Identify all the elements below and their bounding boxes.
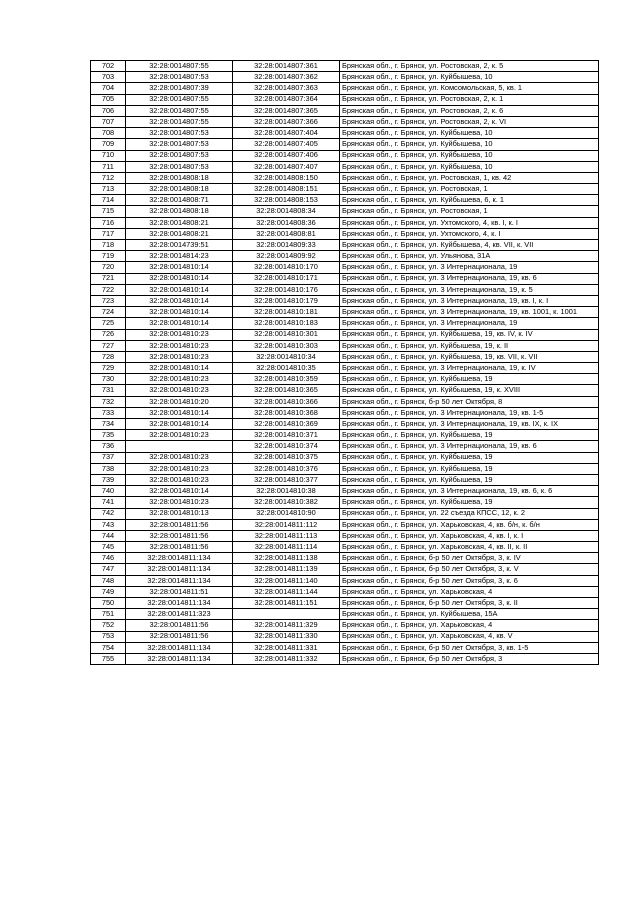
row-number-cell: 722 bbox=[91, 284, 126, 295]
row-number-cell: 755 bbox=[91, 653, 126, 664]
land-cadastral-number-cell: 32:28:0014807:53 bbox=[126, 128, 233, 139]
object-cadastral-number-cell: 32:28:0014810:377 bbox=[233, 474, 340, 485]
table-row bbox=[91, 94, 599, 105]
address-cell: Брянская обл., г. Брянск, ул. 3 Интернационала, 19, кв. 6 bbox=[340, 441, 599, 452]
table-row bbox=[91, 184, 599, 195]
row-number-cell: 706 bbox=[91, 105, 126, 116]
row-number-cell: 753 bbox=[91, 631, 126, 642]
address-cell: Брянская обл., г. Брянск, ул. Куйбышева, 19 bbox=[340, 430, 599, 441]
object-cadastral-number-cell: 32:28:0014807:363 bbox=[233, 83, 340, 94]
row-number-cell: 748 bbox=[91, 575, 126, 586]
table-row bbox=[91, 161, 599, 172]
land-cadastral-number-cell: 32:28:0014807:53 bbox=[126, 161, 233, 172]
table-row bbox=[91, 307, 599, 318]
table-row bbox=[91, 553, 599, 564]
object-cadastral-number-cell: 32:28:0014810:359 bbox=[233, 374, 340, 385]
address-cell: Брянская обл., г. Брянск, ул. 3 Интернационала, 19, кв. I, к. I bbox=[340, 295, 599, 306]
land-cadastral-number-cell: 32:28:0014811:56 bbox=[126, 519, 233, 530]
row-number-cell: 740 bbox=[91, 486, 126, 497]
table-row bbox=[91, 318, 599, 329]
land-cadastral-number-cell: 32:28:0014810:14 bbox=[126, 407, 233, 418]
row-number-cell: 728 bbox=[91, 351, 126, 362]
object-cadastral-number-cell: 32:28:0014811:112 bbox=[233, 519, 340, 530]
land-cadastral-number-cell: 32:28:0014811:323 bbox=[126, 609, 233, 620]
address-cell: Брянская обл., г. Брянск, ул. Ульянова, 31А bbox=[340, 251, 599, 262]
row-number-cell: 724 bbox=[91, 307, 126, 318]
land-cadastral-number-cell: 32:28:0014807:53 bbox=[126, 139, 233, 150]
land-cadastral-number-cell: 32:28:0014810:13 bbox=[126, 508, 233, 519]
row-number-cell: 709 bbox=[91, 139, 126, 150]
address-cell: Брянская обл., г. Брянск, ул. Ухтомского, 4, к. I bbox=[340, 228, 599, 239]
address-cell: Брянская обл., г. Брянск, ул. 3 Интернационала, 19, кв. IX, к. IX bbox=[340, 419, 599, 430]
address-cell: Брянская обл., г. Брянск, ул. Харьковская, 4 bbox=[340, 620, 599, 631]
row-number-cell: 750 bbox=[91, 598, 126, 609]
object-cadastral-number-cell: 32:28:0014807:361 bbox=[233, 61, 340, 72]
land-cadastral-number-cell: 32:28:0014811:134 bbox=[126, 598, 233, 609]
object-cadastral-number-cell: 32:28:0014808:36 bbox=[233, 217, 340, 228]
object-cadastral-number-cell: 32:28:0014808:151 bbox=[233, 184, 340, 195]
row-number-cell: 739 bbox=[91, 474, 126, 485]
object-cadastral-number-cell: 32:28:0014811:329 bbox=[233, 620, 340, 631]
object-cadastral-number-cell: 32:28:0014811:114 bbox=[233, 542, 340, 553]
object-cadastral-number-cell: 32:28:0014807:364 bbox=[233, 94, 340, 105]
row-number-cell: 719 bbox=[91, 251, 126, 262]
object-cadastral-number-cell: 32:28:0014810:179 bbox=[233, 295, 340, 306]
row-number-cell: 747 bbox=[91, 564, 126, 575]
address-cell: Брянская обл., г. Брянск, ул. Харьковская, 4, кв. V bbox=[340, 631, 599, 642]
land-cadastral-number-cell: 32:28:0014811:56 bbox=[126, 620, 233, 631]
row-number-cell: 732 bbox=[91, 396, 126, 407]
land-cadastral-number-cell: 32:28:0014811:134 bbox=[126, 653, 233, 664]
address-cell: Брянская обл., г. Брянск, ул. Ростовская, 1 bbox=[340, 184, 599, 195]
row-number-cell: 708 bbox=[91, 128, 126, 139]
table-row bbox=[91, 128, 599, 139]
address-cell: Брянская обл., г. Брянск, ул. Харьковская, 4, кв. б/н, к. б/н bbox=[340, 519, 599, 530]
address-cell: Брянская обл., г. Брянск, б-р 50 лет Октября, 3 bbox=[340, 653, 599, 664]
land-cadastral-number-cell: 32:28:0014810:14 bbox=[126, 273, 233, 284]
object-cadastral-number-cell: 32:28:0014808:34 bbox=[233, 206, 340, 217]
object-cadastral-number-cell: 32:28:0014807:404 bbox=[233, 128, 340, 139]
address-cell: Брянская обл., г. Брянск, ул. Куйбышева, 10 bbox=[340, 139, 599, 150]
address-cell: Брянская обл., г. Брянск, ул. Куйбышева, 19 bbox=[340, 497, 599, 508]
table-row bbox=[91, 385, 599, 396]
row-number-cell: 702 bbox=[91, 61, 126, 72]
row-number-cell: 713 bbox=[91, 184, 126, 195]
table-row bbox=[91, 61, 599, 72]
object-cadastral-number-cell: 32:28:0014810:183 bbox=[233, 318, 340, 329]
row-number-cell: 745 bbox=[91, 542, 126, 553]
table-row bbox=[91, 452, 599, 463]
address-cell: Брянская обл., г. Брянск, ул. 3 Интернационала, 19, кв. 1-5 bbox=[340, 407, 599, 418]
object-cadastral-number-cell: 32:28:0014807:407 bbox=[233, 161, 340, 172]
address-cell: Брянская обл., г. Брянск, ул. Куйбышева, 19, кв. IV, к. IV bbox=[340, 329, 599, 340]
table-row bbox=[91, 497, 599, 508]
row-number-cell: 752 bbox=[91, 620, 126, 631]
land-cadastral-number-cell: 32:28:0014808:18 bbox=[126, 172, 233, 183]
land-cadastral-number-cell: 32:28:0014810:23 bbox=[126, 463, 233, 474]
row-number-cell: 707 bbox=[91, 116, 126, 127]
table-row bbox=[91, 351, 599, 362]
address-cell: Брянская обл., г. Брянск, ул. Куйбышева, 10 bbox=[340, 150, 599, 161]
registry-table-page bbox=[90, 60, 598, 665]
land-cadastral-number-cell: 32:28:0014814:23 bbox=[126, 251, 233, 262]
address-cell: Брянская обл., г. Брянск, б-р 50 лет Октября, 3, к. II bbox=[340, 598, 599, 609]
land-cadastral-number-cell: 32:28:0014811:134 bbox=[126, 553, 233, 564]
row-number-cell: 754 bbox=[91, 642, 126, 653]
table-row bbox=[91, 407, 599, 418]
row-number-cell: 742 bbox=[91, 508, 126, 519]
land-cadastral-number-cell: 32:28:0014807:55 bbox=[126, 105, 233, 116]
table-row bbox=[91, 586, 599, 597]
table-row bbox=[91, 284, 599, 295]
object-cadastral-number-cell: 32:28:0014811:140 bbox=[233, 575, 340, 586]
land-cadastral-number-cell: 32:28:0014807:39 bbox=[126, 83, 233, 94]
land-cadastral-number-cell: 32:28:0014807:55 bbox=[126, 61, 233, 72]
row-number-cell: 738 bbox=[91, 463, 126, 474]
object-cadastral-number-cell: 32:28:0014810:90 bbox=[233, 508, 340, 519]
object-cadastral-number-cell: 32:28:0014811:139 bbox=[233, 564, 340, 575]
table-row bbox=[91, 329, 599, 340]
row-number-cell: 730 bbox=[91, 374, 126, 385]
land-cadastral-number-cell: 32:28:0014810:23 bbox=[126, 430, 233, 441]
table-row bbox=[91, 340, 599, 351]
land-cadastral-number-cell bbox=[126, 441, 233, 452]
object-cadastral-number-cell: 32:28:0014808:153 bbox=[233, 195, 340, 206]
land-cadastral-number-cell: 32:28:0014811:134 bbox=[126, 564, 233, 575]
object-cadastral-number-cell: 32:28:0014810:170 bbox=[233, 262, 340, 273]
table-body bbox=[91, 61, 599, 665]
table-row bbox=[91, 430, 599, 441]
row-number-cell: 716 bbox=[91, 217, 126, 228]
table-row bbox=[91, 542, 599, 553]
land-cadastral-number-cell: 32:28:0014810:23 bbox=[126, 340, 233, 351]
address-cell: Брянская обл., г. Брянск, ул. Комсомольская, 5, кв. 1 bbox=[340, 83, 599, 94]
address-cell: Брянская обл., г. Брянск, ул. Харьковская, 4 bbox=[340, 586, 599, 597]
row-number-cell: 733 bbox=[91, 407, 126, 418]
row-number-cell: 746 bbox=[91, 553, 126, 564]
address-cell: Брянская обл., г. Брянск, ул. 3 Интернационала, 19 bbox=[340, 262, 599, 273]
land-cadastral-number-cell: 32:28:0014807:53 bbox=[126, 150, 233, 161]
object-cadastral-number-cell: 32:28:0014810:365 bbox=[233, 385, 340, 396]
address-cell: Брянская обл., г. Брянск, ул. Куйбышева, 4, кв. VII, к. VII bbox=[340, 240, 599, 251]
object-cadastral-number-cell: 32:28:0014811:138 bbox=[233, 553, 340, 564]
address-cell: Брянская обл., г. Брянск, б-р 50 лет Октября, 3, к. 6 bbox=[340, 575, 599, 586]
table-row bbox=[91, 150, 599, 161]
table-row bbox=[91, 419, 599, 430]
table-row bbox=[91, 273, 599, 284]
address-cell: Брянская обл., г. Брянск, ул. Ростовская, 2, к. 5 bbox=[340, 61, 599, 72]
address-cell: Брянская обл., г. Брянск, б-р 50 лет Октября, 8 bbox=[340, 396, 599, 407]
table-row bbox=[91, 463, 599, 474]
row-number-cell: 723 bbox=[91, 295, 126, 306]
address-cell: Брянская обл., г. Брянск, ул. 3 Интернационала, 19, кв. 6 bbox=[340, 273, 599, 284]
land-cadastral-number-cell: 32:28:0014810:23 bbox=[126, 474, 233, 485]
land-cadastral-number-cell: 32:28:0014810:14 bbox=[126, 419, 233, 430]
row-number-cell: 703 bbox=[91, 72, 126, 83]
land-cadastral-number-cell: 32:28:0014810:23 bbox=[126, 351, 233, 362]
object-cadastral-number-cell: 32:28:0014809:33 bbox=[233, 240, 340, 251]
address-cell: Брянская обл., г. Брянск, ул. Куйбышева, 19 bbox=[340, 474, 599, 485]
land-cadastral-number-cell: 32:28:0014808:18 bbox=[126, 206, 233, 217]
address-cell: Брянская обл., г. Брянск, ул. Куйбышева, 19 bbox=[340, 452, 599, 463]
row-number-cell: 718 bbox=[91, 240, 126, 251]
table-row bbox=[91, 609, 599, 620]
land-cadastral-number-cell: 32:28:0014810:14 bbox=[126, 318, 233, 329]
table-row bbox=[91, 653, 599, 664]
land-cadastral-number-cell: 32:28:0014810:23 bbox=[126, 497, 233, 508]
land-cadastral-number-cell: 32:28:0014810:23 bbox=[126, 385, 233, 396]
object-cadastral-number-cell: 32:28:0014810:376 bbox=[233, 463, 340, 474]
object-cadastral-number-cell: 32:28:0014808:150 bbox=[233, 172, 340, 183]
row-number-cell: 729 bbox=[91, 363, 126, 374]
address-cell: Брянская обл., г. Брянск, ул. 3 Интернационала, 19, кв. 1001, к. 1001 bbox=[340, 307, 599, 318]
land-cadastral-number-cell: 32:28:0014808:71 bbox=[126, 195, 233, 206]
object-cadastral-number-cell: 32:28:0014811:332 bbox=[233, 653, 340, 664]
address-cell: Брянская обл., г. Брянск, ул. 22 съезда КПСС, 12, к. 2 bbox=[340, 508, 599, 519]
table-row bbox=[91, 396, 599, 407]
table-row bbox=[91, 116, 599, 127]
table-row bbox=[91, 598, 599, 609]
table-row bbox=[91, 486, 599, 497]
table-row bbox=[91, 564, 599, 575]
row-number-cell: 717 bbox=[91, 228, 126, 239]
table-row bbox=[91, 72, 599, 83]
table-row bbox=[91, 217, 599, 228]
row-number-cell: 744 bbox=[91, 530, 126, 541]
row-number-cell: 710 bbox=[91, 150, 126, 161]
row-number-cell: 731 bbox=[91, 385, 126, 396]
row-number-cell: 749 bbox=[91, 586, 126, 597]
land-cadastral-number-cell: 32:28:0014810:14 bbox=[126, 363, 233, 374]
table-row bbox=[91, 240, 599, 251]
object-cadastral-number-cell: 32:28:0014810:176 bbox=[233, 284, 340, 295]
address-cell: Брянская обл., г. Брянск, ул. Куйбышева, 19 bbox=[340, 374, 599, 385]
table-row bbox=[91, 575, 599, 586]
table-row bbox=[91, 228, 599, 239]
object-cadastral-number-cell: 32:28:0014807:362 bbox=[233, 72, 340, 83]
land-cadastral-number-cell: 32:28:0014810:23 bbox=[126, 452, 233, 463]
row-number-cell: 711 bbox=[91, 161, 126, 172]
object-cadastral-number-cell: 32:28:0014807:406 bbox=[233, 150, 340, 161]
address-cell: Брянская обл., г. Брянск, ул. 3 Интернационала, 19, кв. 6, к. 6 bbox=[340, 486, 599, 497]
table-row bbox=[91, 620, 599, 631]
table-row bbox=[91, 262, 599, 273]
row-number-cell: 734 bbox=[91, 419, 126, 430]
land-cadastral-number-cell: 32:28:0014810:20 bbox=[126, 396, 233, 407]
address-cell: Брянская обл., г. Брянск, ул. Ростовская, 1, кв. 42 bbox=[340, 172, 599, 183]
land-cadastral-number-cell: 32:28:0014808:21 bbox=[126, 217, 233, 228]
address-cell: Брянская обл., г. Брянск, ул. Харьковская, 4, кв. II, к. II bbox=[340, 542, 599, 553]
address-cell: Брянская обл., г. Брянск, ул. 3 Интернационала, 19 bbox=[340, 318, 599, 329]
object-cadastral-number-cell: 32:28:0014811:331 bbox=[233, 642, 340, 653]
row-number-cell: 704 bbox=[91, 83, 126, 94]
object-cadastral-number-cell: 32:28:0014807:405 bbox=[233, 139, 340, 150]
object-cadastral-number-cell: 32:28:0014810:171 bbox=[233, 273, 340, 284]
address-cell: Брянская обл., г. Брянск, ул. Куйбышева, 10 bbox=[340, 72, 599, 83]
object-cadastral-number-cell: 32:28:0014810:382 bbox=[233, 497, 340, 508]
address-cell: Брянская обл., г. Брянск, б-р 50 лет Октября, 3, к. V bbox=[340, 564, 599, 575]
object-cadastral-number-cell: 32:28:0014810:35 bbox=[233, 363, 340, 374]
object-cadastral-number-cell: 32:28:0014807:365 bbox=[233, 105, 340, 116]
row-number-cell: 735 bbox=[91, 430, 126, 441]
row-number-cell: 714 bbox=[91, 195, 126, 206]
table-row bbox=[91, 474, 599, 485]
table-row bbox=[91, 172, 599, 183]
property-registry-table bbox=[90, 60, 599, 665]
land-cadastral-number-cell: 32:28:0014810:14 bbox=[126, 295, 233, 306]
object-cadastral-number-cell: 32:28:0014809:92 bbox=[233, 251, 340, 262]
land-cadastral-number-cell: 32:28:0014810:14 bbox=[126, 486, 233, 497]
land-cadastral-number-cell: 32:28:0014811:134 bbox=[126, 642, 233, 653]
land-cadastral-number-cell: 32:28:0014811:56 bbox=[126, 530, 233, 541]
land-cadastral-number-cell: 32:28:0014808:21 bbox=[126, 228, 233, 239]
object-cadastral-number-cell: 32:28:0014810:369 bbox=[233, 419, 340, 430]
object-cadastral-number-cell: 32:28:0014811:144 bbox=[233, 586, 340, 597]
address-cell: Брянская обл., г. Брянск, ул. Куйбышева, 19 bbox=[340, 463, 599, 474]
address-cell: Брянская обл., г. Брянск, ул. Ухтомского, 4, кв. I, к. I bbox=[340, 217, 599, 228]
address-cell: Брянская обл., г. Брянск, ул. Ростовская, 2, к. 1 bbox=[340, 94, 599, 105]
table-row bbox=[91, 195, 599, 206]
address-cell: Брянская обл., г. Брянск, ул. Ростовская, 2, к. VI bbox=[340, 116, 599, 127]
object-cadastral-number-cell: 32:28:0014810:301 bbox=[233, 329, 340, 340]
object-cadastral-number-cell: 32:28:0014811:330 bbox=[233, 631, 340, 642]
land-cadastral-number-cell: 32:28:0014808:18 bbox=[126, 184, 233, 195]
land-cadastral-number-cell: 32:28:0014807:55 bbox=[126, 116, 233, 127]
row-number-cell: 726 bbox=[91, 329, 126, 340]
table-row bbox=[91, 519, 599, 530]
object-cadastral-number-cell: 32:28:0014810:371 bbox=[233, 430, 340, 441]
table-row bbox=[91, 251, 599, 262]
address-cell: Брянская обл., г. Брянск, ул. Куйбышева, 19, кв. VII, к. VII bbox=[340, 351, 599, 362]
address-cell: Брянская обл., г. Брянск, ул. Харьковская, 4, кв. I, к. I bbox=[340, 530, 599, 541]
object-cadastral-number-cell: 32:28:0014810:374 bbox=[233, 441, 340, 452]
row-number-cell: 741 bbox=[91, 497, 126, 508]
row-number-cell: 751 bbox=[91, 609, 126, 620]
land-cadastral-number-cell: 32:28:0014811:56 bbox=[126, 542, 233, 553]
land-cadastral-number-cell: 32:28:0014811:51 bbox=[126, 586, 233, 597]
object-cadastral-number-cell: 32:28:0014810:38 bbox=[233, 486, 340, 497]
table-row bbox=[91, 642, 599, 653]
table-row bbox=[91, 295, 599, 306]
table-row bbox=[91, 83, 599, 94]
land-cadastral-number-cell: 32:28:0014811:134 bbox=[126, 575, 233, 586]
row-number-cell: 736 bbox=[91, 441, 126, 452]
table-row bbox=[91, 206, 599, 217]
object-cadastral-number-cell bbox=[233, 609, 340, 620]
table-row bbox=[91, 374, 599, 385]
table-row bbox=[91, 631, 599, 642]
object-cadastral-number-cell: 32:28:0014811:113 bbox=[233, 530, 340, 541]
row-number-cell: 705 bbox=[91, 94, 126, 105]
row-number-cell: 715 bbox=[91, 206, 126, 217]
table-row bbox=[91, 363, 599, 374]
table-row bbox=[91, 139, 599, 150]
address-cell: Брянская обл., г. Брянск, б-р 50 лет Октября, 3, кв. 1-5 bbox=[340, 642, 599, 653]
land-cadastral-number-cell: 32:28:0014807:55 bbox=[126, 94, 233, 105]
object-cadastral-number-cell: 32:28:0014811:151 bbox=[233, 598, 340, 609]
object-cadastral-number-cell: 32:28:0014810:181 bbox=[233, 307, 340, 318]
object-cadastral-number-cell: 32:28:0014808:81 bbox=[233, 228, 340, 239]
land-cadastral-number-cell: 32:28:0014810:23 bbox=[126, 329, 233, 340]
row-number-cell: 721 bbox=[91, 273, 126, 284]
address-cell: Брянская обл., г. Брянск, ул. 3 Интернационала, 19, к. 5 bbox=[340, 284, 599, 295]
land-cadastral-number-cell: 32:28:0014810:14 bbox=[126, 284, 233, 295]
row-number-cell: 712 bbox=[91, 172, 126, 183]
address-cell: Брянская обл., г. Брянск, ул. Ростовская, 2, к. 6 bbox=[340, 105, 599, 116]
row-number-cell: 727 bbox=[91, 340, 126, 351]
address-cell: Брянская обл., г. Брянск, ул. Куйбышева, 10 bbox=[340, 128, 599, 139]
table-row bbox=[91, 530, 599, 541]
object-cadastral-number-cell: 32:28:0014807:366 bbox=[233, 116, 340, 127]
object-cadastral-number-cell: 32:28:0014810:303 bbox=[233, 340, 340, 351]
address-cell: Брянская обл., г. Брянск, ул. Куйбышева, 19, к. II bbox=[340, 340, 599, 351]
table-row bbox=[91, 508, 599, 519]
row-number-cell: 725 bbox=[91, 318, 126, 329]
row-number-cell: 743 bbox=[91, 519, 126, 530]
address-cell: Брянская обл., г. Брянск, ул. Куйбышева, 10 bbox=[340, 161, 599, 172]
address-cell: Брянская обл., г. Брянск, ул. Ростовская, 1 bbox=[340, 206, 599, 217]
row-number-cell: 737 bbox=[91, 452, 126, 463]
land-cadastral-number-cell: 32:28:0014739:51 bbox=[126, 240, 233, 251]
address-cell: Брянская обл., г. Брянск, ул. Куйбышева, 15А bbox=[340, 609, 599, 620]
table-row bbox=[91, 441, 599, 452]
land-cadastral-number-cell: 32:28:0014810:23 bbox=[126, 374, 233, 385]
land-cadastral-number-cell: 32:28:0014807:53 bbox=[126, 72, 233, 83]
land-cadastral-number-cell: 32:28:0014811:56 bbox=[126, 631, 233, 642]
object-cadastral-number-cell: 32:28:0014810:366 bbox=[233, 396, 340, 407]
object-cadastral-number-cell: 32:28:0014810:375 bbox=[233, 452, 340, 463]
address-cell: Брянская обл., г. Брянск, ул. 3 Интернационала, 19, к. IV bbox=[340, 363, 599, 374]
land-cadastral-number-cell: 32:28:0014810:14 bbox=[126, 262, 233, 273]
object-cadastral-number-cell: 32:28:0014810:368 bbox=[233, 407, 340, 418]
row-number-cell: 720 bbox=[91, 262, 126, 273]
address-cell: Брянская обл., г. Брянск, ул. Куйбышева, 6, к. 1 bbox=[340, 195, 599, 206]
table-row bbox=[91, 105, 599, 116]
address-cell: Брянская обл., г. Брянск, ул. Куйбышева, 19, к. XVIII bbox=[340, 385, 599, 396]
address-cell: Брянская обл., г. Брянск, б-р 50 лет Октября, 3, к. IV bbox=[340, 553, 599, 564]
object-cadastral-number-cell: 32:28:0014810:34 bbox=[233, 351, 340, 362]
land-cadastral-number-cell: 32:28:0014810:14 bbox=[126, 307, 233, 318]
